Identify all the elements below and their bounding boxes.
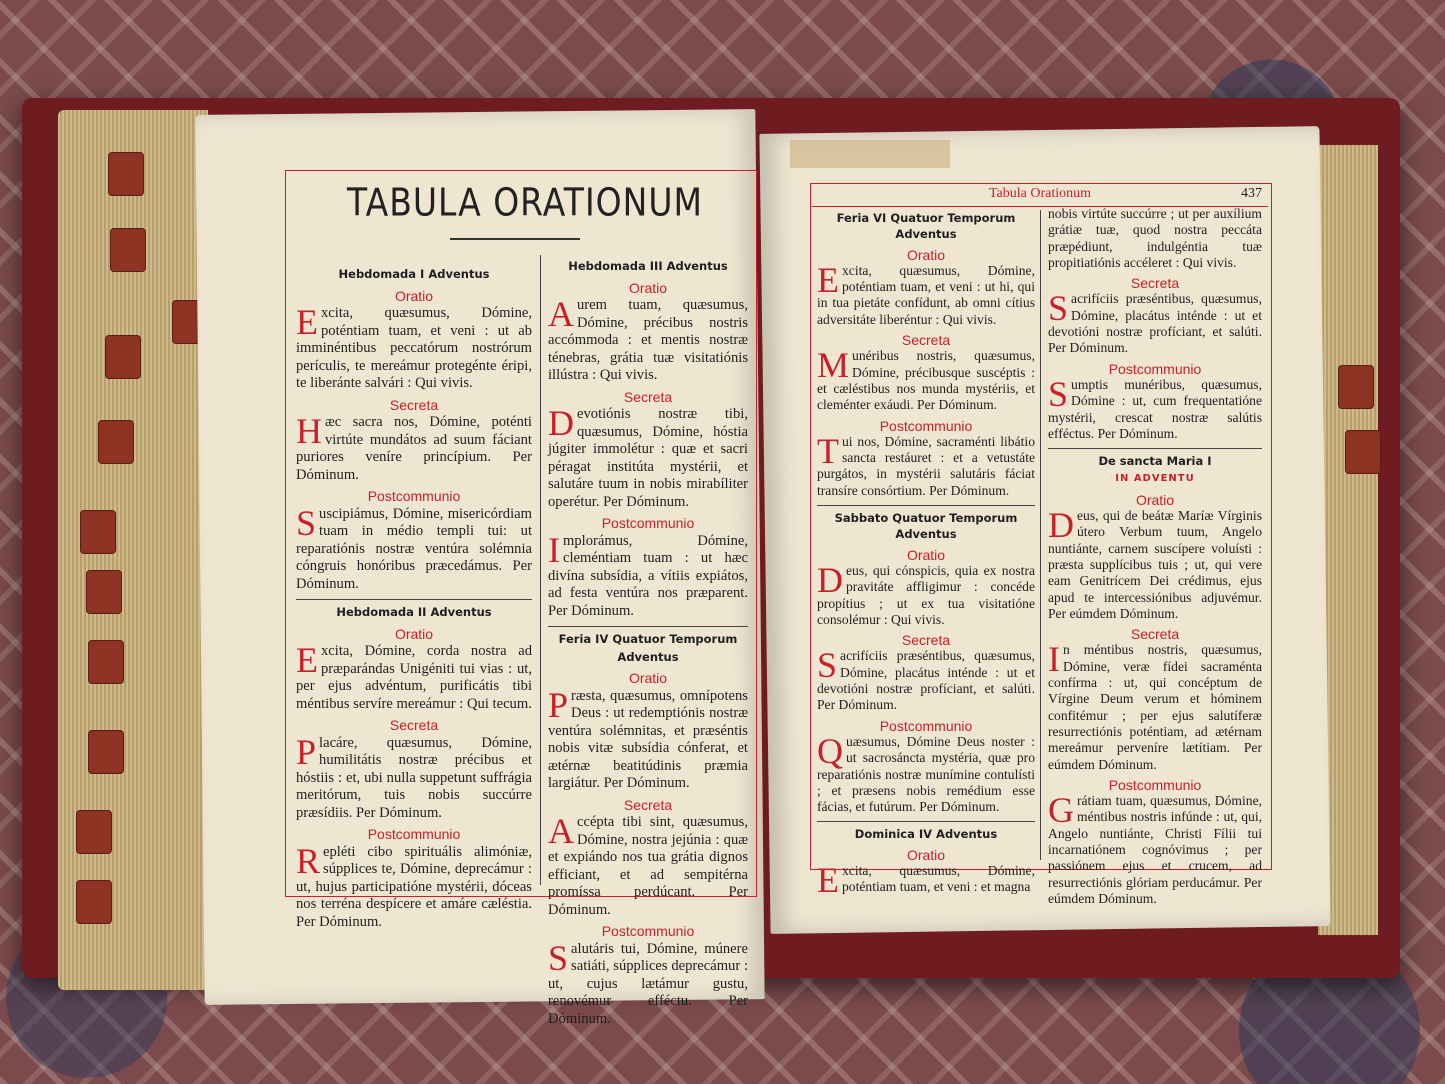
thumb-tab <box>108 152 144 196</box>
running-head <box>812 186 1268 207</box>
prayer-label: Postcommunio <box>879 717 973 734</box>
thumb-tab <box>98 420 134 464</box>
prayer <box>296 840 532 932</box>
column-divider <box>540 255 541 885</box>
prayer-label: Oratio <box>906 846 946 863</box>
prayer-text: uæsumus, Dómine Deus noster : ut sacrosáncta mystéria, quæ pro reparatiónis nostræ munímine contulísti ; et præsens nobis remédium esse fácias, et futúrum. Per Dóminum. <box>817 733 1035 815</box>
tape-strip <box>790 140 950 168</box>
prayer-label: Oratio <box>906 546 946 563</box>
section-divider <box>817 505 1035 506</box>
thumb-tab <box>105 335 141 379</box>
thumb-tab <box>1338 365 1374 409</box>
prayer-label: Postcommunio <box>879 417 973 434</box>
prayer-text: nobis virtúte succúrre ; ut per auxílium grátiæ tuæ, quod nostra peccáta præpédiunt, indulgéntia tuæ propitiatiónis accéleret : Qui vivis. <box>1048 206 1262 270</box>
prayer <box>817 859 1035 900</box>
drop-cap: P <box>296 731 317 772</box>
prayer <box>817 259 1035 328</box>
prayer-text: mplorámus, Dómine, cleméntiam tuam : ut hæc divína subsídia, a vítiis expiátos, ad festa ventúra nos præparent. Per Dóminum. <box>548 532 748 619</box>
prayer <box>817 730 1035 815</box>
prayer-text: evotiónis nostræ tibi, quæsumus, Dómine, hóstia júgiter immolétur : quæ et sacri péragat institúta mystérii, et salutáre tuum in nobis mirabíliter operétur. Per Dóminum. <box>548 406 748 510</box>
drop-cap: E <box>817 259 839 300</box>
thumb-tab <box>76 810 112 854</box>
running-head-title: Tabula Orationum <box>988 186 1092 201</box>
prayer <box>1048 639 1262 772</box>
prayer <box>1048 790 1262 907</box>
prayer-label: Postcommunio <box>367 826 461 842</box>
section-heading: Feria IV Quatuor Temporum Adventus <box>558 632 738 664</box>
drop-cap: S <box>1048 288 1069 329</box>
prayer <box>548 403 748 511</box>
thumb-tab <box>110 228 146 272</box>
prayer-label: Oratio <box>628 279 668 296</box>
drop-cap: I <box>548 529 560 570</box>
prayer <box>296 302 532 393</box>
drop-cap: P <box>548 684 569 725</box>
prayer-text: n méntibus nostris, quæsumus, Dómine, veræ fídei sacraménta confírma : ut, qui concéptum de Vírgine Deum verum et hóminem confitémur ; per ejus salutíferæ resurrectiónis poténtiam, ad ætérnam mereámur perveníre lætítiam. Per eúmdem Dóminum. <box>1048 642 1262 772</box>
prayer-text: eus, qui cónspicis, quia ex nostra pravitáte affligimur : concéde propítius ; ut ex tua visitatióne consolémur : Qui vivis. <box>817 562 1035 627</box>
section-divider <box>817 821 1035 822</box>
drop-cap: D <box>548 403 574 443</box>
drop-cap: T <box>817 430 839 471</box>
section-heading: De sancta Maria I <box>1098 454 1212 469</box>
section-heading: Hebdomada III Adventus <box>568 259 728 273</box>
prayer-text: xcita, quæsumus, Dómine, poténtiam tuam, et veni : ut ab imminéntibus peccatórum nostrórum perículis, te mereámur protegénte éripi, te liberánte salvári : Qui vivis. <box>296 305 532 391</box>
prayer <box>817 430 1035 499</box>
drop-cap: E <box>296 302 318 342</box>
prayer-label: Secreta <box>623 388 673 405</box>
prayer-label: Secreta <box>901 632 951 649</box>
drop-cap: D <box>1048 505 1074 546</box>
prayer <box>1048 288 1262 356</box>
prayer-label: Postcommunio <box>601 923 695 939</box>
drop-cap: S <box>817 645 838 686</box>
prayer <box>548 937 748 1029</box>
drop-cap: S <box>296 502 317 543</box>
drop-cap: A <box>548 811 574 851</box>
prayer-text: uscipiámus, Dómine, misericórdiam tuam in médio templi tui: ut reparatiónis nostræ ventúra solémnia cóngruis honóribus præcedámus. Per Dóminum. <box>296 505 532 592</box>
prayer-text: acrifíciis præséntibus, quæsumus, Dómine, placátus inténde : ut et devotióni nostræ profíciant, et salúti. Per Dóminum. <box>817 648 1035 713</box>
prayer-text: xcita, quæsumus, Dómine, poténtiam tuam, et veni : ut hi, qui in tua pietáte confídunt, ab omni cítius adversitáte liberéntur : Qui vivis. <box>817 262 1035 327</box>
prayer-label: Secreta <box>389 396 439 413</box>
section-heading: Feria VI Quatuor Temporum Adventus <box>836 211 1016 242</box>
drop-cap: R <box>296 840 321 881</box>
prayer-label: Oratio <box>906 246 946 263</box>
title-ornament <box>450 238 580 240</box>
drop-cap: S <box>1048 373 1069 414</box>
prayer <box>296 731 532 823</box>
prayer-text: lacáre, quæsumus, Dómine, humilitátis nostræ précibus et hóstiis : et, ubi nulla suppetunt suffrágia meritórum, tuis nobis succúrre præsídiis. Per Dóminum. <box>296 734 532 821</box>
prayer <box>296 640 532 713</box>
column-1 <box>296 262 532 935</box>
prayer-text: xcita, Dómine, corda nostra ad præparándas Unigéniti tui vias : ut, per ejus advéntum, purificátis tibi méntibus servíre mereámur : Qui tecum. <box>296 643 532 712</box>
prayer-label: Oratio <box>394 287 434 304</box>
prayer-text: urem tuam, quæsumus, Dómine, précibus nostris accómmoda : et mentis nostræ ténebras, grátia tuæ visitatiónis illústra : Qui vivis. <box>548 297 748 383</box>
prayer <box>817 645 1035 713</box>
prayer-text: æc sacra nos, Dómine, poténti virtúte mundátos ad suum fáciant puriores veníre princípium. Per Dóminum. <box>296 414 532 483</box>
prayer-text: alutáris tui, Dómine, múnere satiáti, súpplices deprecámur : ut, cujus lætámur gustu, renovémur efféctu. Per Dóminum. <box>548 940 748 1027</box>
section-heading: Dominica IV Adventus <box>854 827 998 842</box>
thumb-tab <box>1345 430 1381 474</box>
prayer-text: ccépta tibi sint, quæsumus, Dómine, nostra jejúnia : quæ et expiándo nos tua grátia dignos efficiant, et ad sempitérna promíssa perdúcant. Per Dóminum. <box>548 814 748 918</box>
drop-cap: Q <box>817 730 843 771</box>
prayer-label: Postcommunio <box>1108 360 1202 377</box>
prayer-text: ræsta, quæsumus, omnípotens Deus : ut redemptiónis nostræ ventúra solémnitas, et præséntis nobis vitæ subsídia cónferat, et ætérnæ beatitúdinis præmia largiátur. Per Dóminum. <box>548 687 748 791</box>
page-title: TABULA ORATIONUM <box>347 180 703 225</box>
prayer <box>817 559 1035 628</box>
section-divider <box>296 599 532 600</box>
prayer-text: acrifíciis præséntibus, quæsumus, Dómine, placátus inténde : ut et devotióni nostræ profíciant, et salúti. Per Dóminum. <box>1048 291 1262 356</box>
drop-cap: M <box>817 345 850 386</box>
prayer-label: Oratio <box>1135 491 1175 508</box>
column-2 <box>548 254 748 1032</box>
drop-cap: A <box>548 294 574 334</box>
thumb-tab <box>88 640 124 684</box>
drop-cap: I <box>1048 639 1060 680</box>
prayer-text: umptis munéribus, quæsumus, Dómine : ut, cum frequentatióne mystérii, crescat nostræ salútis efféctus. Per Dóminum. <box>1048 376 1262 441</box>
drop-cap: S <box>548 937 569 978</box>
page-number: 437 <box>1241 186 1262 201</box>
thumb-tab <box>86 570 122 614</box>
thumb-tab <box>76 880 112 924</box>
prayer-label: Secreta <box>901 332 951 349</box>
prayer <box>296 411 532 484</box>
drop-cap: H <box>296 411 322 451</box>
section-heading: Hebdomada II Adventus <box>336 605 492 619</box>
thumb-tab <box>88 730 124 774</box>
drop-cap: E <box>296 640 318 680</box>
drop-cap: G <box>1048 790 1074 831</box>
prayer-label: Postcommunio <box>1108 776 1202 793</box>
prayer-label: Postcommunio <box>601 515 695 531</box>
section-subheading: IN ADVENTU <box>1115 473 1195 485</box>
drop-cap: E <box>817 859 839 900</box>
prayer <box>296 502 532 594</box>
prayer-label: Oratio <box>394 625 434 642</box>
prayer <box>548 294 748 385</box>
prayer-text: xcita, quæsumus, Dómine, poténtiam tuam, et veni : et magna <box>842 862 1035 895</box>
prayer-label: Postcommunio <box>367 488 461 504</box>
prayer <box>548 684 748 793</box>
prayer <box>1048 373 1262 442</box>
prayer <box>548 811 748 919</box>
prayer <box>817 345 1035 413</box>
thumb-tab <box>80 510 116 554</box>
prayer-label: Secreta <box>1130 275 1180 292</box>
prayer-text: rátiam tuam, quæsumus, Dómine, méntibus nostris infúnde : ut, qui, Angelo nuntiánte, Christi Fílii tui incarnatiónem cognóvimus ; per passiónem ejus et crucem, ad resurrectiónis glóriam perducámur. Per eúmdem Dóminum. <box>1048 793 1262 906</box>
column-4 <box>1048 206 1262 911</box>
prayer-text: unéribus nostris, quæsumus, Dómine, précibusque suscéptis : et cæléstibus nos munda mystériis, et cleménter exáudi. Per Dóminum. <box>817 348 1035 413</box>
column-divider <box>1040 210 1041 860</box>
drop-cap: D <box>817 559 843 600</box>
prayer-label: Secreta <box>623 796 673 813</box>
prayer-label: Oratio <box>628 670 668 686</box>
section-divider <box>548 626 748 627</box>
prayer-text: eus, qui de beátæ Maríæ Vírginis útero Verbum tuum, Angelo nuntiánte, carnem suscípere voluísti : præsta supplícibus tuis ; ut, qui vere eam Genitrícem Dei crédimus, ejus apud te intercessiónibus adjuvémur. Per eúmdem Dóminum. <box>1048 508 1262 621</box>
prayer-text: ui nos, Dómine, sacraménti libátio sancta restáuret : et a vetustáte purgátos, in mystérii salutáris fáciat transíre consórtium. Per Dóminum. <box>817 433 1035 498</box>
section-heading: Hebdomada I Adventus <box>338 267 490 281</box>
prayer <box>548 529 748 621</box>
prayer-text: epléti cibo spirituális alimóniæ, súpplices te, Dómine, deprecámur : ut, hujus participatióne mystérii, dóceas nos terréna despícere et amáre cæléstia. Per Dóminum. <box>296 843 532 930</box>
section-heading: Sabbato Quatuor Temporum Adventus <box>834 511 1018 542</box>
section-divider <box>1048 448 1262 449</box>
prayer-label: Secreta <box>389 717 439 733</box>
prayer <box>1048 505 1262 622</box>
prayer-label: Secreta <box>1130 626 1180 643</box>
column-3 <box>817 206 1035 900</box>
